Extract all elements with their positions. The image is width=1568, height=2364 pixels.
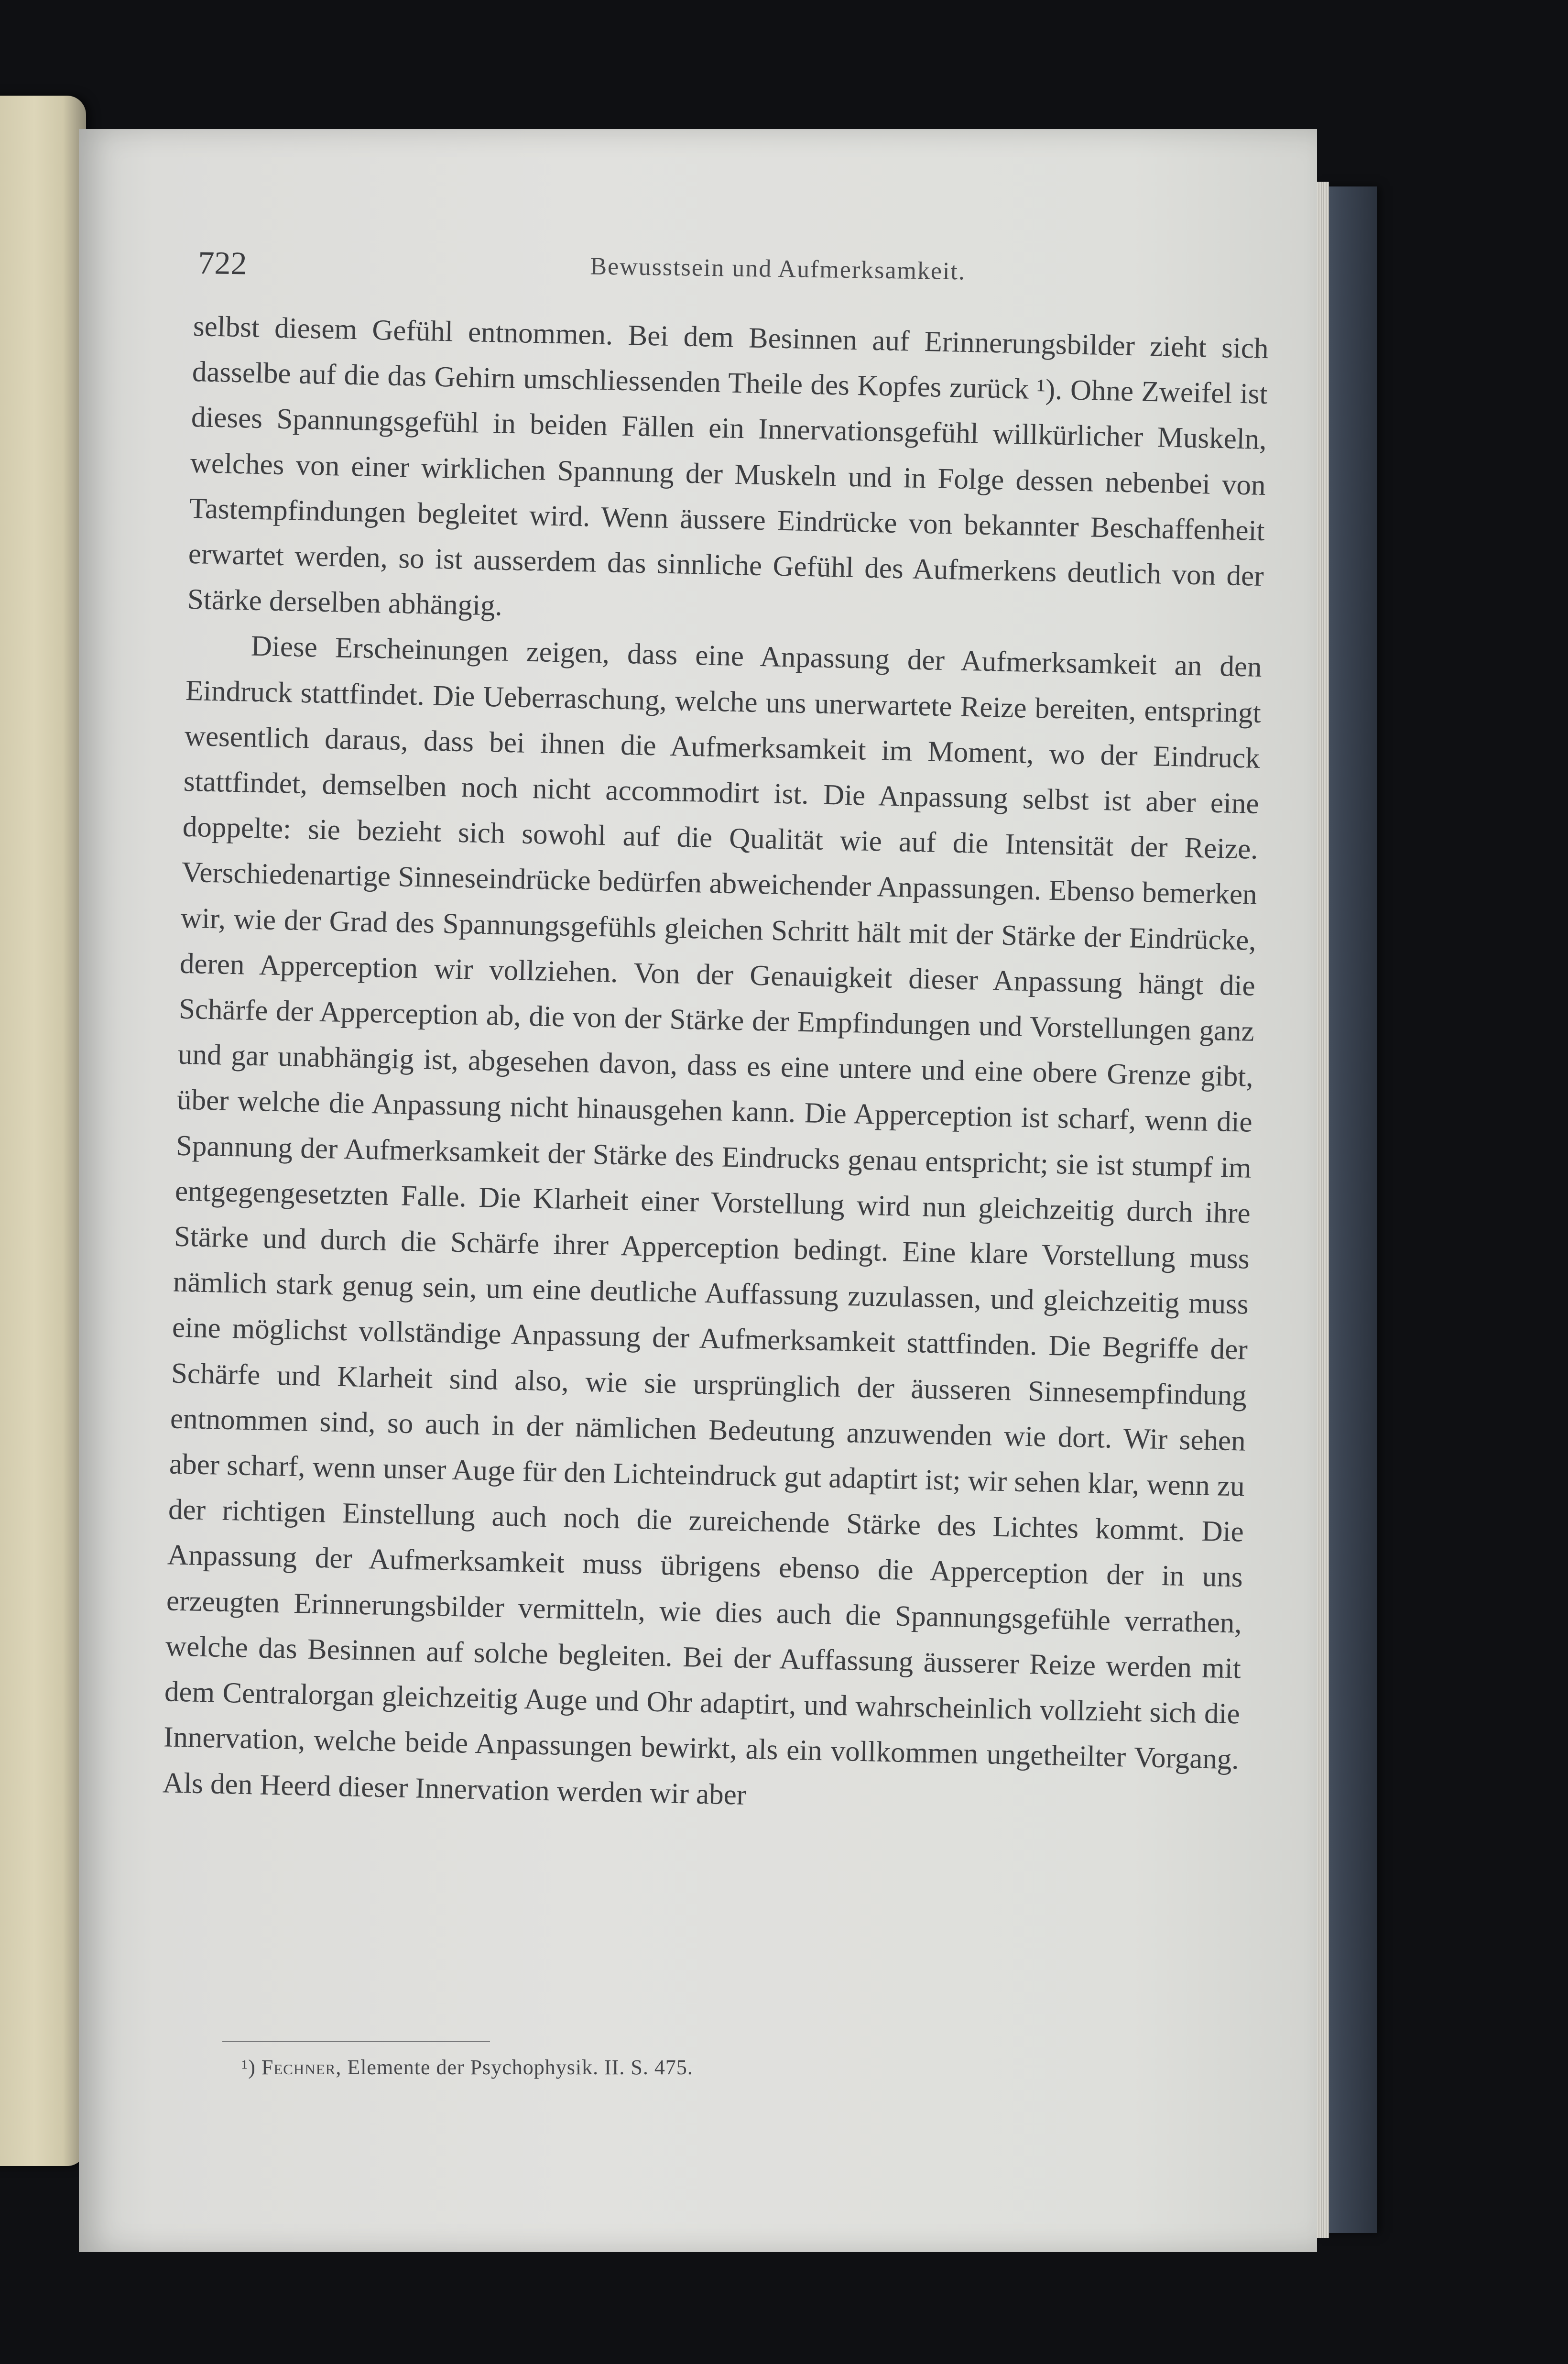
paragraph-2: Diese Erscheinungen zeigen, dass eine Anpassung der Aufmerksamkeit an den Eindruck stattfindet. Die Ueberraschung, welche uns unerwartete Reize bereiten, entspringt wesentlich daraus, dass bei ihnen die Aufmerksamkeit im Moment, wo der Eindruck stattfindet, demselben noch nicht accommodirt ist. Die Anpassung selbst ist aber eine doppelte: sie bezieht sich sowohl auf die Qualität wie auf die Intensität der Reize. Verschiedenartige Sinneseindrücke bedürfen abweichender Anpassungen. Ebenso bemerken wir, wie der Grad des Spannungsgefühls gleichen Schritt hält mit der Stärke der Eindrücke, deren Apperception wir vollziehen. Von der Genauigkeit dieser Anpassung hängt die Schärfe der Apperception ab, die von der Stärke der Empfindungen und Vorstellungen ganz und gar unabhängig ist, abgesehen davon, dass es eine untere und eine obere Grenze gibt, über welche die Anpassung nicht hinausgehen kann. Die Apperception ist scharf, wenn die Spannung der Aufmerksamkeit der Stärke des Eindrucks genau entspricht; sie ist stumpf im entgegengesetzten Falle. Die Klarheit einer Vorstellung wird nun gleichzeitig durch ihre Stärke und durch die Schärfe ihrer Apperception bedingt. Eine klare Vorstellung muss nämlich stark genug sein, um eine deutliche Auffassung zuzulassen, und gleichzeitig muss eine möglichst vollständige Anpassung der Aufmerksamkeit stattfinden. Die Begriffe der Schärfe und Klarheit sind also, wie sie ursprünglich der äusseren Sinnesempfindung entnommen sind, so auch in der nämlichen Bedeutung anzuwenden wie dort. Wir sehen aber scharf, wenn unser Auge für den Lichteindruck gut adaptirt ist; wir sehen klar, wenn zu der richtigen Einstellung auch noch die zureichende Stärke des Lichtes kommt. Die Anpassung der Aufmerksamkeit muss übrigens ebenso die Apperception der in uns erzeugten Erinnerungsbilder vermitteln, wie dies auch die Spannungsgefühle verrathen, welche das Besinnen auf solche begleiten. Bei der Auffassung äusserer Reize werden mit dem Centralorgan gleichzeitig Auge und Ohr adaptirt, und wahrscheinlich vollzieht sich die Innervation, welche beide Anpassungen bewirkt, als ein vollkommen ungetheilter Vorgang. Als den Heerd dieser Innervation werden wir aber — [162, 630, 1263, 1811]
book-page — [79, 129, 1317, 2252]
footnote-rule — [222, 2041, 490, 2042]
footnote-text: Elemente der Psychophysik. II. S. 475. — [347, 2056, 693, 2079]
page-header — [198, 244, 1164, 305]
footnote — [241, 2055, 1054, 2079]
page-number: 722 — [197, 244, 247, 282]
footnote-marker: ¹) — [241, 2056, 256, 2079]
running-title: Bewusstsein und Aufmerksamkeit. — [590, 252, 966, 285]
body-text — [162, 304, 1269, 1828]
footnote-author: Fechner, — [261, 2056, 342, 2079]
paragraph-1: selbst diesem Gefühl entnommen. Bei dem Besinnen auf Erinnerungsbilder zieht sich dasselbe auf die das Gehirn umschliessenden Theile des Kopfes zurück ¹). Ohne Zweifel ist dieses Spannungsgefühl in beiden Fällen ein Innervationsgefühl willkürlicher Muskeln, welches von einer wirklichen Spannung der Muskeln und in Folge dessen nebenbei von Tastempfindungen begleitet wird. Wenn äussere Eindrücke von bekannter Beschaffenheit erwartet werden, so ist ausserdem das sinnliche Gefühl des Aufmerkens deutlich von der Stärke derselben abhängig. — [187, 310, 1269, 622]
previous-page-edge — [0, 96, 86, 2166]
